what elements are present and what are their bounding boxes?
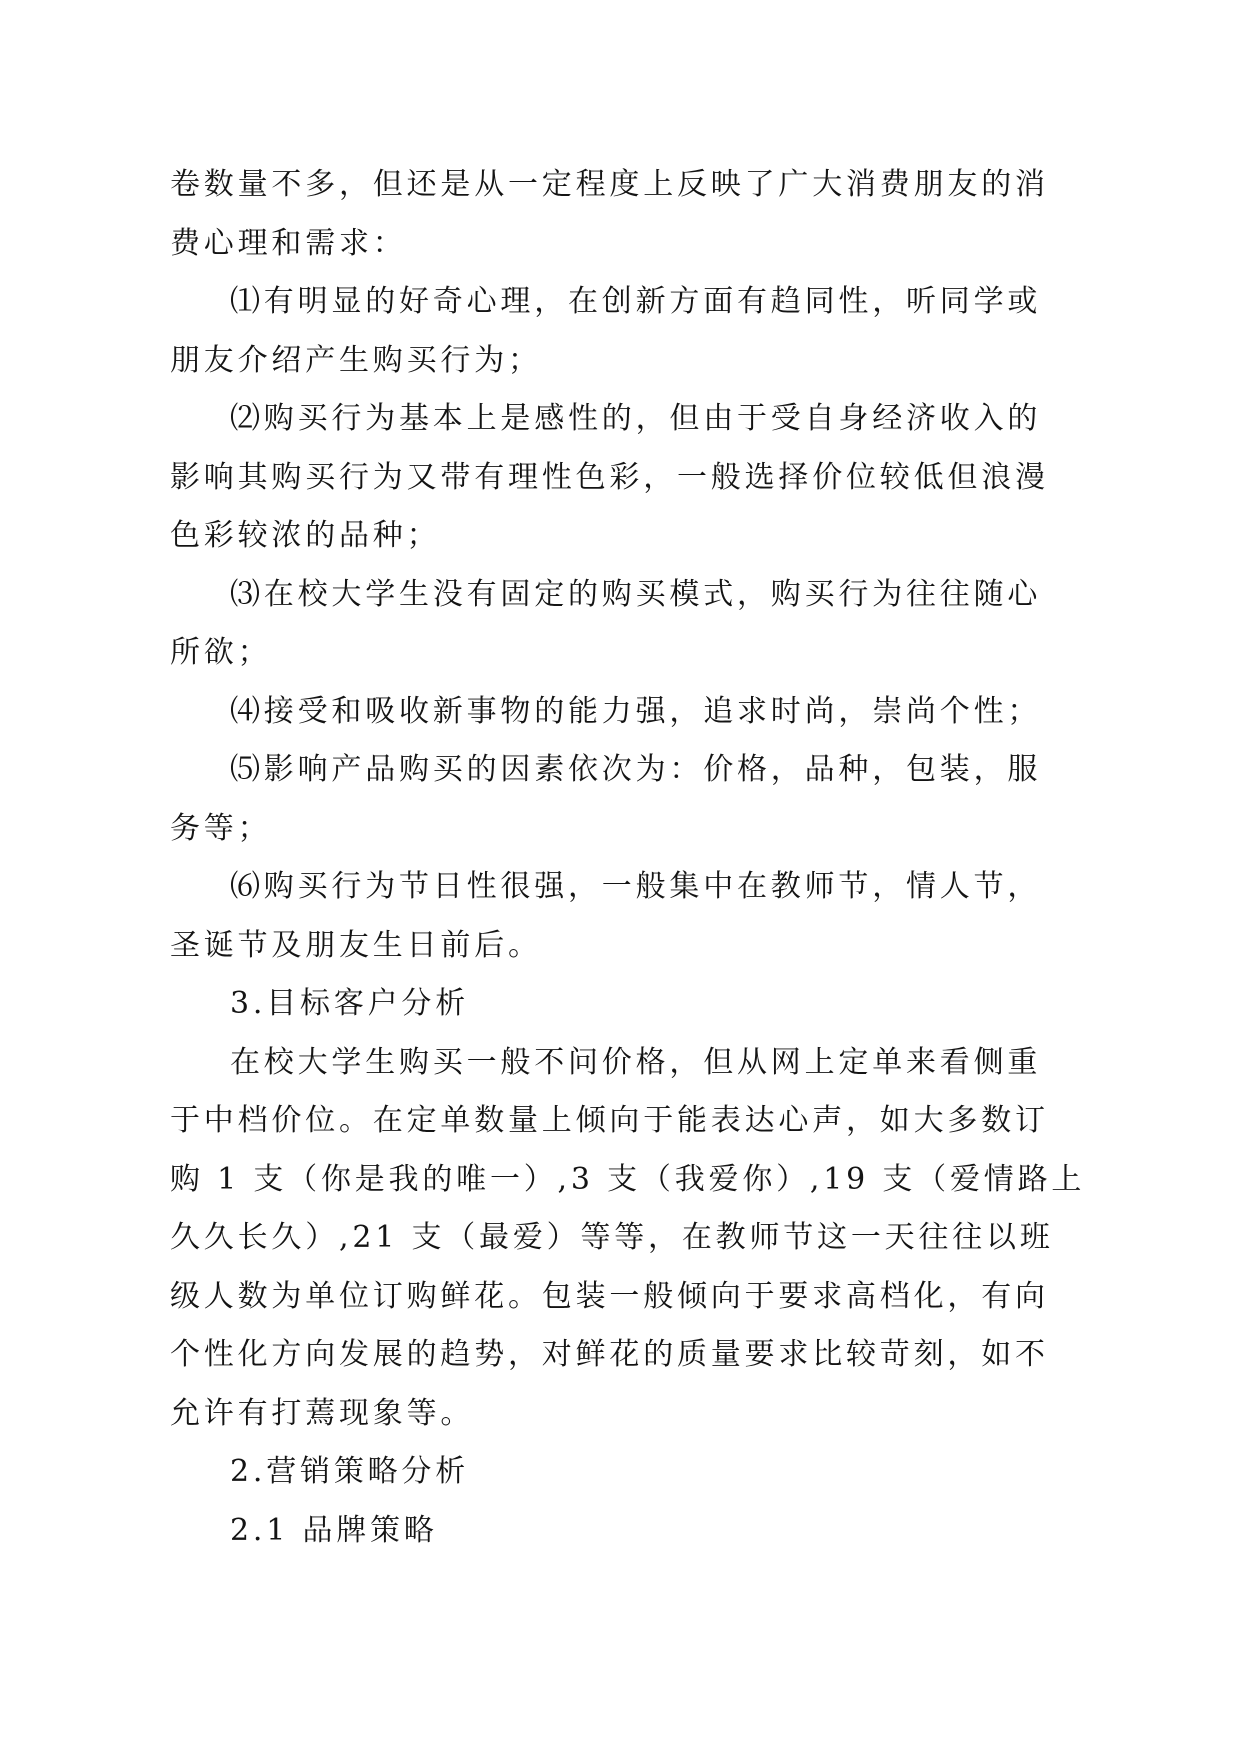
text-line: ⑷接受和吸收新事物的能力强，追求时尚，崇尚个性； — [230, 693, 1042, 729]
list-item-5 — [170, 741, 1090, 858]
heading-text: 3.目标客户分析 — [230, 986, 470, 1021]
text-line: 朋友介绍产生购买行为； — [170, 342, 542, 378]
text-line: 允许有打蔫现象等。 — [170, 1395, 475, 1431]
list-item-6 — [170, 858, 1090, 975]
heading-text: 2.1 品牌策略 — [230, 1512, 438, 1548]
text-line: 务等； — [170, 810, 272, 846]
list-item-1 — [170, 273, 1090, 390]
text-line: 费心理和需求： — [170, 225, 407, 261]
text-line: ⑶在校大学生没有固定的购买模式，购买行为往往随心 — [230, 576, 1042, 612]
text-line: 级人数为单位订购鲜花。包装一般倾向于要求高档化，有向 — [170, 1278, 1049, 1314]
list-item-4 — [170, 683, 1090, 742]
text-line: 购 1 支（你是我的唯一）,3 支（我爱你）,19 支（爱情路上 — [170, 1161, 1086, 1197]
text-line: 影响其购买行为又带有理性色彩，一般选择价位较低但浪漫 — [170, 459, 1049, 495]
text-line: ⑴有明显的好奇心理，在创新方面有趋同性，听同学或 — [230, 284, 1042, 319]
paragraph-consumer-needs-intro — [170, 156, 1090, 273]
list-item-2 — [170, 390, 1090, 566]
section-heading-marketing-strategy — [170, 1443, 1090, 1502]
document-page — [170, 156, 1090, 1560]
text-line: 个性化方向发展的趋势，对鲜花的质量要求比较苛刻，如不 — [170, 1337, 1049, 1372]
section-heading-target-customers — [170, 975, 1090, 1034]
text-line: 卷数量不多，但还是从一定程度上反映了广大消费朋友的消 — [170, 167, 1049, 202]
list-item-3 — [170, 566, 1090, 683]
text-line: ⑸影响产品购买的因素依次为：价格，品种，包装，服 — [230, 752, 1042, 787]
text-line: ⑹购买行为节日性很强，一般集中在教师节，情人节， — [230, 869, 1042, 904]
section-heading-brand-strategy — [170, 1502, 1090, 1561]
heading-text: 2.营销策略分析 — [230, 1454, 470, 1489]
text-line: 在校大学生购买一般不问价格，但从网上定单来看侧重 — [230, 1044, 1042, 1080]
text-line: 所欲； — [170, 635, 272, 670]
text-line: 于中档价位。在定单数量上倾向于能表达心声，如大多数订 — [170, 1103, 1049, 1138]
paragraph-target-customers — [170, 1034, 1090, 1444]
text-line: 久久长久）,21 支（最爱）等等，在教师节这一天往往以班 — [170, 1220, 1054, 1255]
text-line: 色彩较浓的品种； — [170, 518, 441, 553]
text-line: 圣诞节及朋友生日前后。 — [170, 927, 542, 963]
text-line: ⑵购买行为基本上是感性的，但由于受自身经济收入的 — [230, 401, 1042, 436]
